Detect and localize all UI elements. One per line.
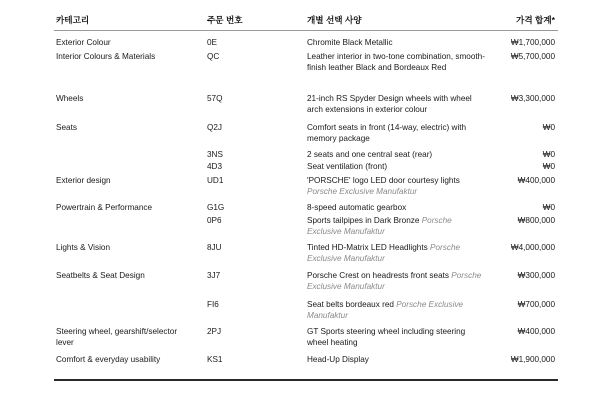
- row-price: ₩800,000: [517, 216, 555, 225]
- row-code: QC: [207, 52, 220, 61]
- row-price: ₩0: [542, 123, 555, 132]
- row-option: Tinted HD-Matrix LED Headlights Porsche Exclusive Manufaktur: [307, 243, 461, 264]
- row-option: 21-inch RS Spyder Design wheels with wheel arch extensions in exterior colour: [307, 94, 472, 115]
- row-code: 2PJ: [207, 327, 222, 336]
- row-code: 8JU: [207, 243, 222, 252]
- row-category: Seatbelts & Seat Design: [56, 271, 145, 280]
- row-code: 4D3: [207, 162, 223, 171]
- row-option: Porsche Crest on headrests front seats Porsche Exclusive Manufaktur: [307, 271, 482, 292]
- row-option: Seat ventilation (front): [307, 162, 388, 171]
- row-category: Lights & Vision: [56, 243, 111, 252]
- row-price: ₩700,000: [517, 300, 555, 309]
- row-category: Wheels: [56, 94, 84, 103]
- header-price-total: 가격 합계*: [516, 15, 555, 25]
- row-price: ₩400,000: [517, 176, 555, 185]
- row-category: Powertrain & Performance: [56, 203, 153, 212]
- table-bottom-rule: [54, 379, 558, 381]
- row-code: 0E: [207, 38, 218, 47]
- row-code: 3J7: [207, 271, 221, 280]
- row-category: Exterior Colour: [56, 38, 111, 47]
- row-category: Steering wheel, gearshift/selector lever: [56, 327, 178, 348]
- row-price: ₩5,700,000: [510, 52, 555, 61]
- table-header: [0, 6, 600, 28]
- row-option: Comfort seats in front (14-way, electric) with memory package: [307, 123, 467, 144]
- row-price: ₩400,000: [517, 327, 555, 336]
- row-option: 8-speed automatic gearbox: [307, 203, 407, 212]
- row-code: 3NS: [207, 150, 223, 159]
- manufaktur-note: Porsche Exclusive Manufaktur: [307, 271, 482, 292]
- row-category: Comfort & everyday usability: [56, 355, 161, 364]
- row-price: ₩4,000,000: [510, 243, 555, 252]
- row-price: ₩1,700,000: [510, 38, 555, 47]
- row-option: 'PORSCHE' logo LED door courtesy lights Porsche Exclusive Manufaktur: [307, 176, 460, 197]
- header-rule: [54, 30, 558, 31]
- header-individual-option: 개별 선택 사양: [307, 15, 362, 25]
- row-code: FI6: [207, 300, 219, 309]
- manufaktur-note: Porsche Exclusive Manufaktur: [307, 216, 452, 237]
- manufaktur-note: Porsche Exclusive Manufaktur: [307, 187, 418, 197]
- row-option: Chromite Black Metallic: [307, 38, 393, 47]
- row-code: UD1: [207, 176, 224, 185]
- row-code: G1G: [207, 203, 225, 212]
- row-option: Sports tailpipes in Dark Bronze Porsche Exclusive Manufaktur: [307, 216, 452, 237]
- row-price: ₩0: [542, 162, 555, 171]
- manufaktur-note: Porsche Exclusive Manufaktur: [307, 300, 464, 321]
- row-category: Exterior design: [56, 176, 111, 185]
- row-price: ₩1,900,000: [510, 355, 555, 364]
- row-price: ₩300,000: [517, 271, 555, 280]
- row-code: 57Q: [207, 94, 223, 103]
- row-code: KS1: [207, 355, 223, 364]
- row-option: Seat belts bordeaux red Porsche Exclusive Manufaktur: [307, 300, 464, 321]
- row-price: ₩3,300,000: [510, 94, 555, 103]
- row-price: ₩0: [542, 150, 555, 159]
- row-option: Leather interior in two-tone combination, smooth-finish leather Black and Bordeaux Red: [307, 52, 485, 73]
- row-option: 2 seats and one central seat (rear): [307, 150, 433, 159]
- row-category: Interior Colours & Materials: [56, 52, 156, 61]
- row-option: Head-Up Display: [307, 355, 369, 364]
- row-category: Seats: [56, 123, 77, 132]
- header-order-number: 주문 번호: [207, 15, 243, 25]
- row-code: Q2J: [207, 123, 223, 132]
- row-price: ₩0: [542, 203, 555, 212]
- row-code: 0P6: [207, 216, 222, 225]
- row-option: GT Sports steering wheel including steering wheel heating: [307, 327, 466, 348]
- manufaktur-note: Porsche Exclusive Manufaktur: [307, 243, 461, 264]
- header-category: 카테고리: [56, 15, 90, 25]
